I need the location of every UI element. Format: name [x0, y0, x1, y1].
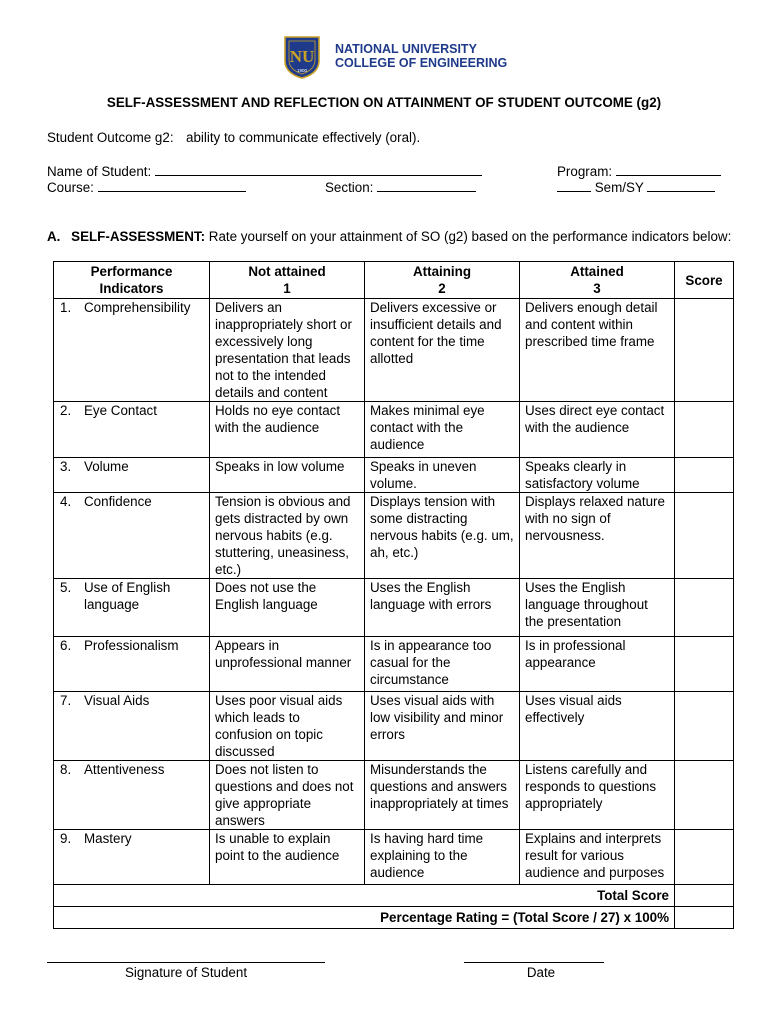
attained-cell: Listens carefully and responds to questions appropriately — [520, 761, 675, 830]
indicator-cell: 5. Use of English language — [54, 579, 210, 637]
name-label: Name of Student: — [47, 164, 152, 179]
attaining-cell: Is in appearance too casual for the circumstance — [365, 637, 520, 692]
university-name — [335, 42, 507, 70]
signature-label: Signature of Student — [124, 965, 248, 980]
header-attained: Attained 3 — [520, 262, 675, 299]
total-score-label: Total Score — [54, 885, 675, 907]
not-attained-cell: Delivers an inappropriately short or excessively long presentation that leads not to the intended details and content — [210, 299, 365, 402]
attained-cell: Displays relaxed nature with no sign of nervousness. — [520, 493, 675, 579]
table-header-row — [54, 262, 734, 299]
rubric-table — [53, 261, 734, 929]
indicator-cell: 1. Comprehensibility — [54, 299, 210, 402]
sy-fill-line[interactable] — [647, 179, 715, 192]
program-field[interactable] — [557, 163, 721, 179]
header-attaining: Attaining 2 — [365, 262, 520, 299]
svg-text:1900: 1900 — [296, 68, 308, 73]
table-row — [54, 299, 734, 402]
percentage-cell[interactable] — [675, 907, 734, 929]
attained-cell: Speaks clearly in satisfactory volume — [520, 458, 675, 493]
score-cell[interactable] — [675, 692, 734, 761]
indicator-cell: 4. Confidence — [54, 493, 210, 579]
university-line: NATIONAL UNIVERSITY — [335, 42, 477, 56]
table-row — [54, 458, 734, 493]
rubric-body — [54, 299, 734, 929]
table-row — [54, 579, 734, 637]
outcome-label: Student Outcome g2: — [47, 130, 174, 145]
date-label: Date — [526, 965, 556, 980]
attained-cell: Uses the English language throughout the presentation — [520, 579, 675, 637]
indicator-cell: 9. Mastery — [54, 830, 210, 885]
svg-text:NU: NU — [289, 47, 315, 66]
section-fill-line[interactable] — [377, 179, 476, 192]
section-a-text: Rate yourself on your attainment of SO (g2) based on the performance indicators below: — [208, 229, 732, 244]
attaining-cell: Uses the English language with errors — [365, 579, 520, 637]
score-cell[interactable] — [675, 402, 734, 458]
score-cell[interactable] — [675, 579, 734, 637]
section-a-letter: A. — [47, 229, 61, 244]
section-label: Section: — [325, 180, 374, 195]
score-cell[interactable] — [675, 299, 734, 402]
date-line[interactable] — [464, 962, 604, 963]
sem-label: Sem/SY — [594, 180, 644, 195]
indicator-cell: 6. Professionalism — [54, 637, 210, 692]
header-score: Score — [675, 262, 734, 299]
section-a-instruction — [47, 229, 731, 244]
attained-cell: Uses visual aids effectively — [520, 692, 675, 761]
score-cell[interactable] — [675, 637, 734, 692]
course-label: Course: — [47, 180, 94, 195]
outcome-text: ability to communicate effectively (oral). — [186, 130, 421, 145]
percentage-row — [54, 907, 734, 929]
indicator-cell: 8. Attentiveness — [54, 761, 210, 830]
course-fill-line[interactable] — [98, 179, 246, 192]
attaining-cell: Is having hard time explaining to the audience — [365, 830, 520, 885]
document-title: SELF-ASSESSMENT AND REFLECTION ON ATTAINMENT OF STUDENT OUTCOME (g2) — [106, 95, 662, 110]
not-attained-cell: Speaks in low volume — [210, 458, 365, 493]
attained-cell: Explains and interprets result for various audience and purposes — [520, 830, 675, 885]
sem-fill-line[interactable] — [557, 179, 591, 192]
not-attained-cell: Uses poor visual aids which leads to confusion on topic discussed — [210, 692, 365, 761]
attained-cell: Delivers enough detail and content within prescribed time frame — [520, 299, 675, 402]
course-field[interactable] — [47, 179, 246, 195]
attained-cell: Uses direct eye contact with the audience — [520, 402, 675, 458]
total-score-cell[interactable] — [675, 885, 734, 907]
score-cell[interactable] — [675, 458, 734, 493]
not-attained-cell: Does not use the English language — [210, 579, 365, 637]
attaining-cell: Speaks in uneven volume. — [365, 458, 520, 493]
indicator-cell: 7. Visual Aids — [54, 692, 210, 761]
not-attained-cell: Appears in unprofessional manner — [210, 637, 365, 692]
not-attained-cell: Does not listen to questions and does not give appropriate answers — [210, 761, 365, 830]
table-row — [54, 761, 734, 830]
college-line: COLLEGE OF ENGINEERING — [335, 56, 508, 70]
section-a-heading: SELF-ASSESSMENT: — [71, 229, 206, 244]
indicator-cell: 2. Eye Contact — [54, 402, 210, 458]
table-row — [54, 402, 734, 458]
program-fill-line[interactable] — [616, 163, 721, 176]
score-cell[interactable] — [675, 761, 734, 830]
signature-line[interactable] — [47, 962, 325, 963]
table-row — [54, 493, 734, 579]
attaining-cell: Uses visual aids with low visibility and minor errors — [365, 692, 520, 761]
name-fill-line[interactable] — [155, 163, 482, 176]
attained-cell: Is in professional appearance — [520, 637, 675, 692]
table-row — [54, 830, 734, 885]
program-label: Program: — [557, 164, 613, 179]
indicator-cell: 3. Volume — [54, 458, 210, 493]
total-score-row — [54, 885, 734, 907]
not-attained-cell: Tension is obvious and gets distracted by own nervous habits (e.g. stuttering, uneasiness, etc.) — [210, 493, 365, 579]
table-row — [54, 692, 734, 761]
university-seal-logo — [282, 35, 322, 79]
header-not-attained: Not attained 1 — [210, 262, 365, 299]
sem-field[interactable] — [557, 179, 715, 195]
not-attained-cell: Holds no eye contact with the audience — [210, 402, 365, 458]
header-indicators: Performance Indicators — [54, 262, 210, 299]
attaining-cell: Displays tension with some distracting nervous habits (e.g. um, ah, etc.) — [365, 493, 520, 579]
section-field[interactable] — [325, 179, 476, 195]
score-cell[interactable] — [675, 493, 734, 579]
attaining-cell: Misunderstands the questions and answers inappropriately at times — [365, 761, 520, 830]
attaining-cell: Makes minimal eye contact with the audience — [365, 402, 520, 458]
name-field[interactable] — [47, 163, 482, 179]
table-row — [54, 637, 734, 692]
attaining-cell: Delivers excessive or insufficient details and content for the time allotted — [365, 299, 520, 402]
score-cell[interactable] — [675, 830, 734, 885]
not-attained-cell: Is unable to explain point to the audience — [210, 830, 365, 885]
percentage-rating-label: Percentage Rating = (Total Score / 27) x 100% — [54, 907, 675, 929]
